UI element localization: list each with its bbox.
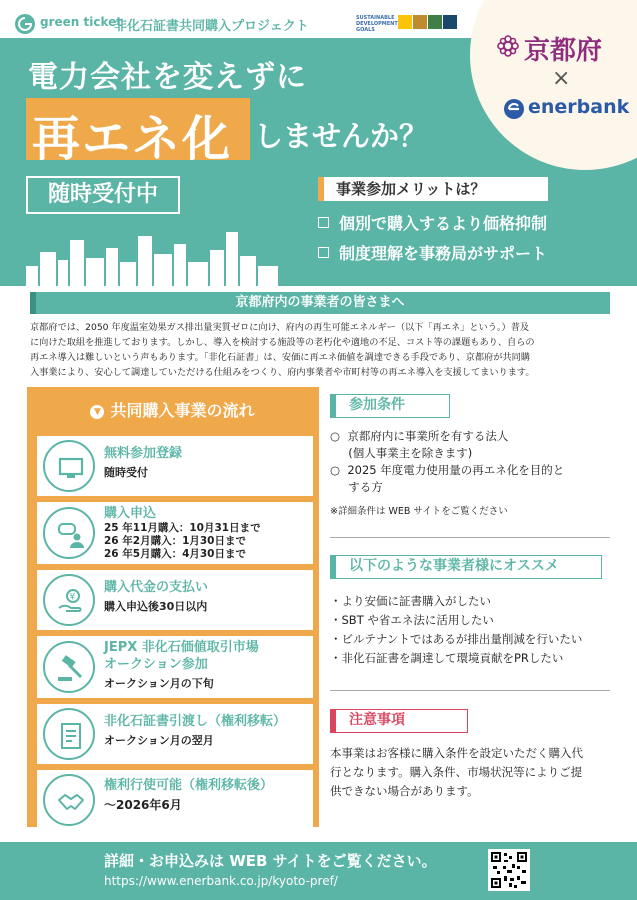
- step-detail: オークション月の下旬: [104, 677, 214, 690]
- condition-item: ○ 京都府内に事業所を有する法人: [330, 429, 509, 443]
- flow-step-2: [37, 502, 313, 564]
- step-title: 権利行使可能（権利移転後）: [104, 778, 274, 793]
- kyoto-pref-logo: 京都府: [524, 36, 603, 66]
- notice-line: 行となります。購入条件、市場状況等によりご提: [330, 765, 583, 779]
- project-name: 非化石証書共同購入プロジェクト: [114, 19, 309, 34]
- handshake-icon: [43, 774, 95, 826]
- square-bullet-icon: [318, 217, 329, 228]
- divider: [330, 537, 610, 538]
- deadline-line: 25 年11月購入：10月31日まで: [104, 522, 261, 534]
- recommend-heading-accent: [330, 555, 336, 579]
- city-skyline-illustration: [26, 232, 278, 286]
- chevron-down-icon: ▼: [90, 405, 104, 419]
- recommend-item: ・非化石証書を調達して環境貢献をPRしたい: [330, 651, 564, 665]
- headline-line1: 電力会社を変えずに: [28, 60, 307, 95]
- recommend-item: ・より安価に証書購入がしたい: [330, 594, 491, 608]
- intro-paragraph: [30, 320, 614, 380]
- qr-code[interactable]: [488, 849, 530, 891]
- footer-cta: 詳細・お申込みは WEB サイトをご覧ください。: [104, 852, 437, 870]
- merit-text: 個別で購入するより価格抑制: [339, 214, 548, 233]
- merit-text: 制度理解を事務局がサポート: [339, 244, 548, 263]
- kyoto-emblem-icon: [496, 34, 520, 58]
- intro-heading: 京都府内の事業者の皆さまへ: [30, 292, 610, 314]
- notice-line: 供できない場合があります。: [330, 784, 479, 798]
- notice-heading: 注意事項: [330, 709, 468, 733]
- step-title: 購入代金の支払い: [104, 580, 209, 595]
- recommend-list: [330, 592, 582, 668]
- conditions-list: [330, 428, 564, 496]
- enerbank-logo: enerbank: [528, 96, 630, 118]
- headline-line2: 再エネ化: [32, 111, 233, 167]
- flow-title: 共同購入事業の流れ: [110, 401, 255, 420]
- rolling-acceptance-badge: 随時受付中: [26, 176, 180, 214]
- deadline-line: 26 年2月購入：1月30日まで: [104, 535, 246, 547]
- merit-heading: 事業参加メリットは？: [318, 177, 548, 201]
- square-bullet-icon: [318, 247, 329, 258]
- conditions-heading: 参加条件: [330, 394, 450, 418]
- step-title: 購入申込: [104, 506, 157, 521]
- intro-line: に向けた取組を推進しております。しかし、導入を検討する施設等の老朽化や適地の不足、コスト等の課題もあり、自らの: [30, 337, 535, 348]
- flow-heading: [30, 398, 315, 421]
- step-title-cont: オークション参加: [104, 657, 208, 672]
- certificate-document-icon: [43, 708, 95, 760]
- flow-step-3: [37, 570, 313, 630]
- computer-icon: [43, 440, 95, 492]
- merit-heading-accent: [318, 177, 324, 201]
- condition-item: する方: [330, 480, 383, 494]
- conditions-heading-accent: [330, 394, 336, 418]
- svg-text:¥: ¥: [69, 592, 76, 603]
- yen-payment-icon: [43, 574, 95, 626]
- condition-item: (個人事業主を除きます): [330, 446, 473, 460]
- deadline-line: 26 年5月購入：4月30日まで: [104, 548, 246, 560]
- conditions-note: ※詳細条件は WEB サイトをご覧ください: [330, 506, 508, 517]
- recommend-item: ・SBT や省エネ法に活用したい: [330, 613, 494, 627]
- intro-line: 京都府では、2050 年度温室効果ガス排出量実質ゼロに向け、府内の再生可能エネルギー（以下「再エネ」という。）普及: [30, 322, 530, 333]
- auction-gavel-icon: [43, 641, 95, 693]
- headline-line3: しませんか？: [254, 119, 429, 153]
- brand-name: green ticket: [40, 15, 123, 29]
- flow-step-1: [37, 436, 313, 496]
- merit-item-2: [318, 241, 547, 264]
- recommend-heading: 以下のような事業者様にオススメ: [330, 555, 602, 579]
- website-link[interactable]: https://www.enerbank.co.jp/kyoto-pref/: [104, 874, 338, 888]
- merit-item-1: [318, 211, 547, 234]
- step-title: 無料参加登録: [104, 446, 183, 461]
- notice-line: 本事業はお客様に購入条件を設定いただく購入代: [330, 746, 583, 760]
- intro-heading-accent: [30, 292, 36, 314]
- intro-line: 再エネ導入は難しいという声もあります。「非化石証書」は、安価に再エネ価値を調達できる手段であり、京都府が共同購: [30, 352, 530, 363]
- intro-line: 入事業により、安心して調達していただける仕組みをつくり、府内事業者や市町村等の再エネ導入を支援してまいります。: [30, 367, 535, 378]
- flow-step-4: [37, 636, 313, 698]
- step-detail: オークション月の翌月: [104, 734, 214, 747]
- step-title: JEPX 非化石価値取引市場: [104, 640, 259, 655]
- step-detail: 〜2026年6月: [104, 798, 182, 812]
- condition-item: ○ 2025 年度電力使用量の再エネ化を目的と: [330, 463, 565, 477]
- step-detail: 購入申込後30日以内: [104, 600, 208, 613]
- divider: [330, 690, 610, 691]
- cross-mark: ×: [552, 66, 571, 91]
- notice-heading-accent: [330, 709, 336, 733]
- flow-step-5: [37, 704, 313, 764]
- step-detail: 随時受付: [104, 466, 148, 479]
- green-ticket-logo-icon: [15, 14, 35, 34]
- chat-user-icon: [43, 507, 95, 559]
- notice-text: [330, 744, 583, 801]
- flow-step-6: [37, 770, 313, 830]
- sdgs-label: SUSTAINABLE DEVELOPMENT GOALS: [356, 15, 398, 33]
- step-title: 非化石証書引渡し（権利移転）: [104, 714, 287, 729]
- recommend-item: ・ビルテナントではあるが排出量削減を行いたい: [330, 632, 583, 646]
- step-detail: [104, 522, 261, 561]
